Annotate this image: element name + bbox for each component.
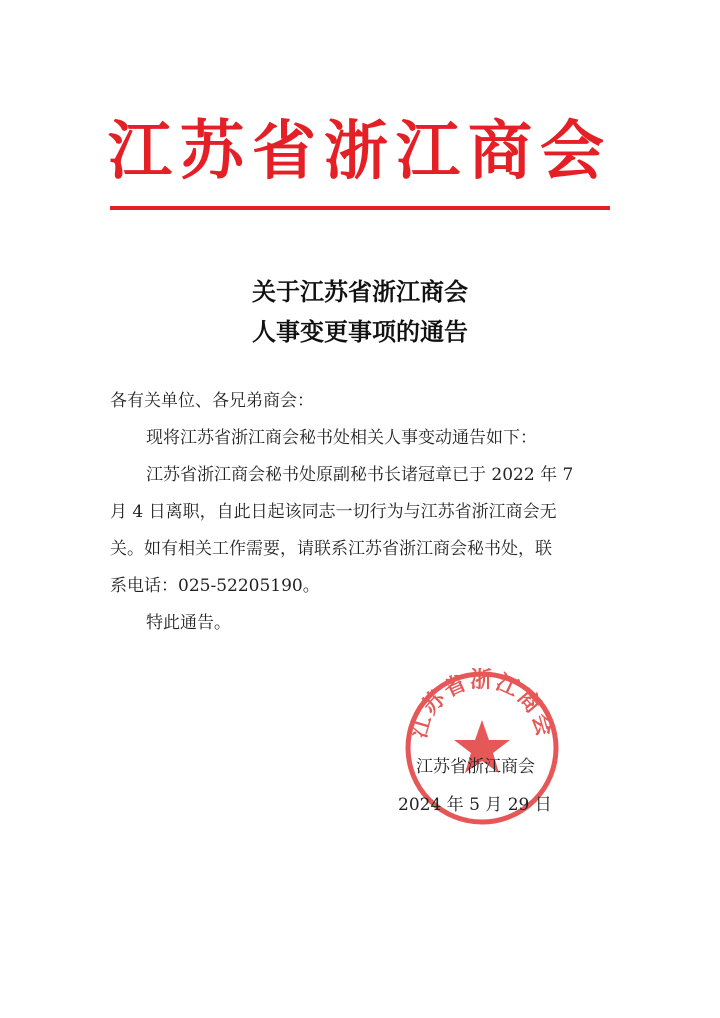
- body-line-4: 关。如有相关工作需要，请联系江苏省浙江商会秘书处，联: [110, 539, 552, 559]
- signature-date: 2024 年 5 月 29 日: [398, 795, 552, 815]
- body-line-2: 江苏省浙江商会秘书处原副秘书长诸冠章已于 2022 年 7: [146, 465, 574, 485]
- svg-text:江苏省浙江商会: 江苏省浙江商会: [406, 668, 558, 741]
- notice-title-line1: 关于江苏省浙江商会: [252, 277, 468, 306]
- body-line-1: 现将江苏省浙江商会秘书处相关人事变动通告如下：: [146, 428, 537, 448]
- masthead-title: 江苏省浙江商会: [108, 115, 612, 189]
- closing-line: 特此通告。: [146, 613, 231, 633]
- body-line-3: 月 4 日离职，自此日起该同志一切行为与江苏省浙江商会无: [110, 502, 557, 522]
- body-line-5: 系电话：025-52205190。: [110, 576, 320, 596]
- salutation: 各有关单位、各兄弟商会：: [110, 391, 314, 411]
- signature-org: 江苏省浙江商会: [416, 757, 535, 777]
- notice-title-line2: 人事变更事项的通告: [252, 317, 468, 346]
- masthead-divider: [110, 206, 610, 210]
